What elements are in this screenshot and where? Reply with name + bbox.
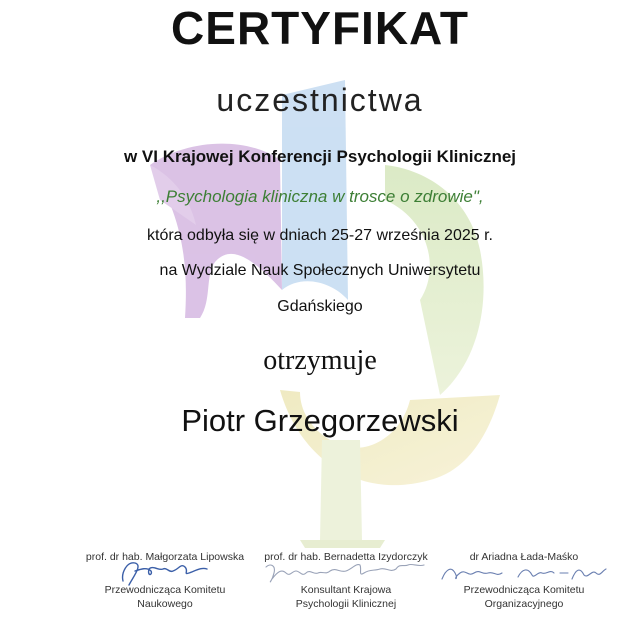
signatory-role-cont: Psychologii Klinicznej xyxy=(295,598,397,610)
certificate-title: CERTYFIKAT xyxy=(171,2,469,54)
signature-block-3 xyxy=(424,550,624,611)
receives-label: otrzymuje xyxy=(263,345,377,376)
signatory-role-cont: Naukowego xyxy=(137,598,193,610)
signatory-role: Konsultant Krajowa xyxy=(300,584,392,596)
venue-line-2: Gdańskiego xyxy=(277,298,363,315)
date-line: która odbyła się w dniach 25-27 września 2025 r. xyxy=(147,227,493,244)
recipient-name: Piotr Grzegorzewski xyxy=(181,403,459,438)
signatory-role: Przewodnicząca Komitetu xyxy=(463,584,585,596)
conference-motto: ,,Psychologia kliniczna w trosce o zdrowie", xyxy=(156,187,484,206)
signatory-role-cont: Organizacyjnego xyxy=(484,598,564,610)
signature-block-2 xyxy=(246,550,446,611)
signatory-role: Przewodnicząca Komitetu xyxy=(104,584,226,596)
conference-name: w VI Krajowej Konferencji Psychologii Klinicznej xyxy=(123,147,517,166)
signatory-name: prof. dr hab. Bernadetta Izydorczyk xyxy=(264,551,428,563)
signature-block-1 xyxy=(65,550,265,611)
signatory-name: dr Ariadna Łada-Maśko xyxy=(469,551,579,563)
signatory-name: prof. dr hab. Małgorzata Lipowska xyxy=(85,551,245,563)
certificate-subtitle: uczestnictwa xyxy=(216,82,424,118)
venue-line-1: na Wydziale Nauk Społecznych Uniwersytetu xyxy=(159,262,481,279)
